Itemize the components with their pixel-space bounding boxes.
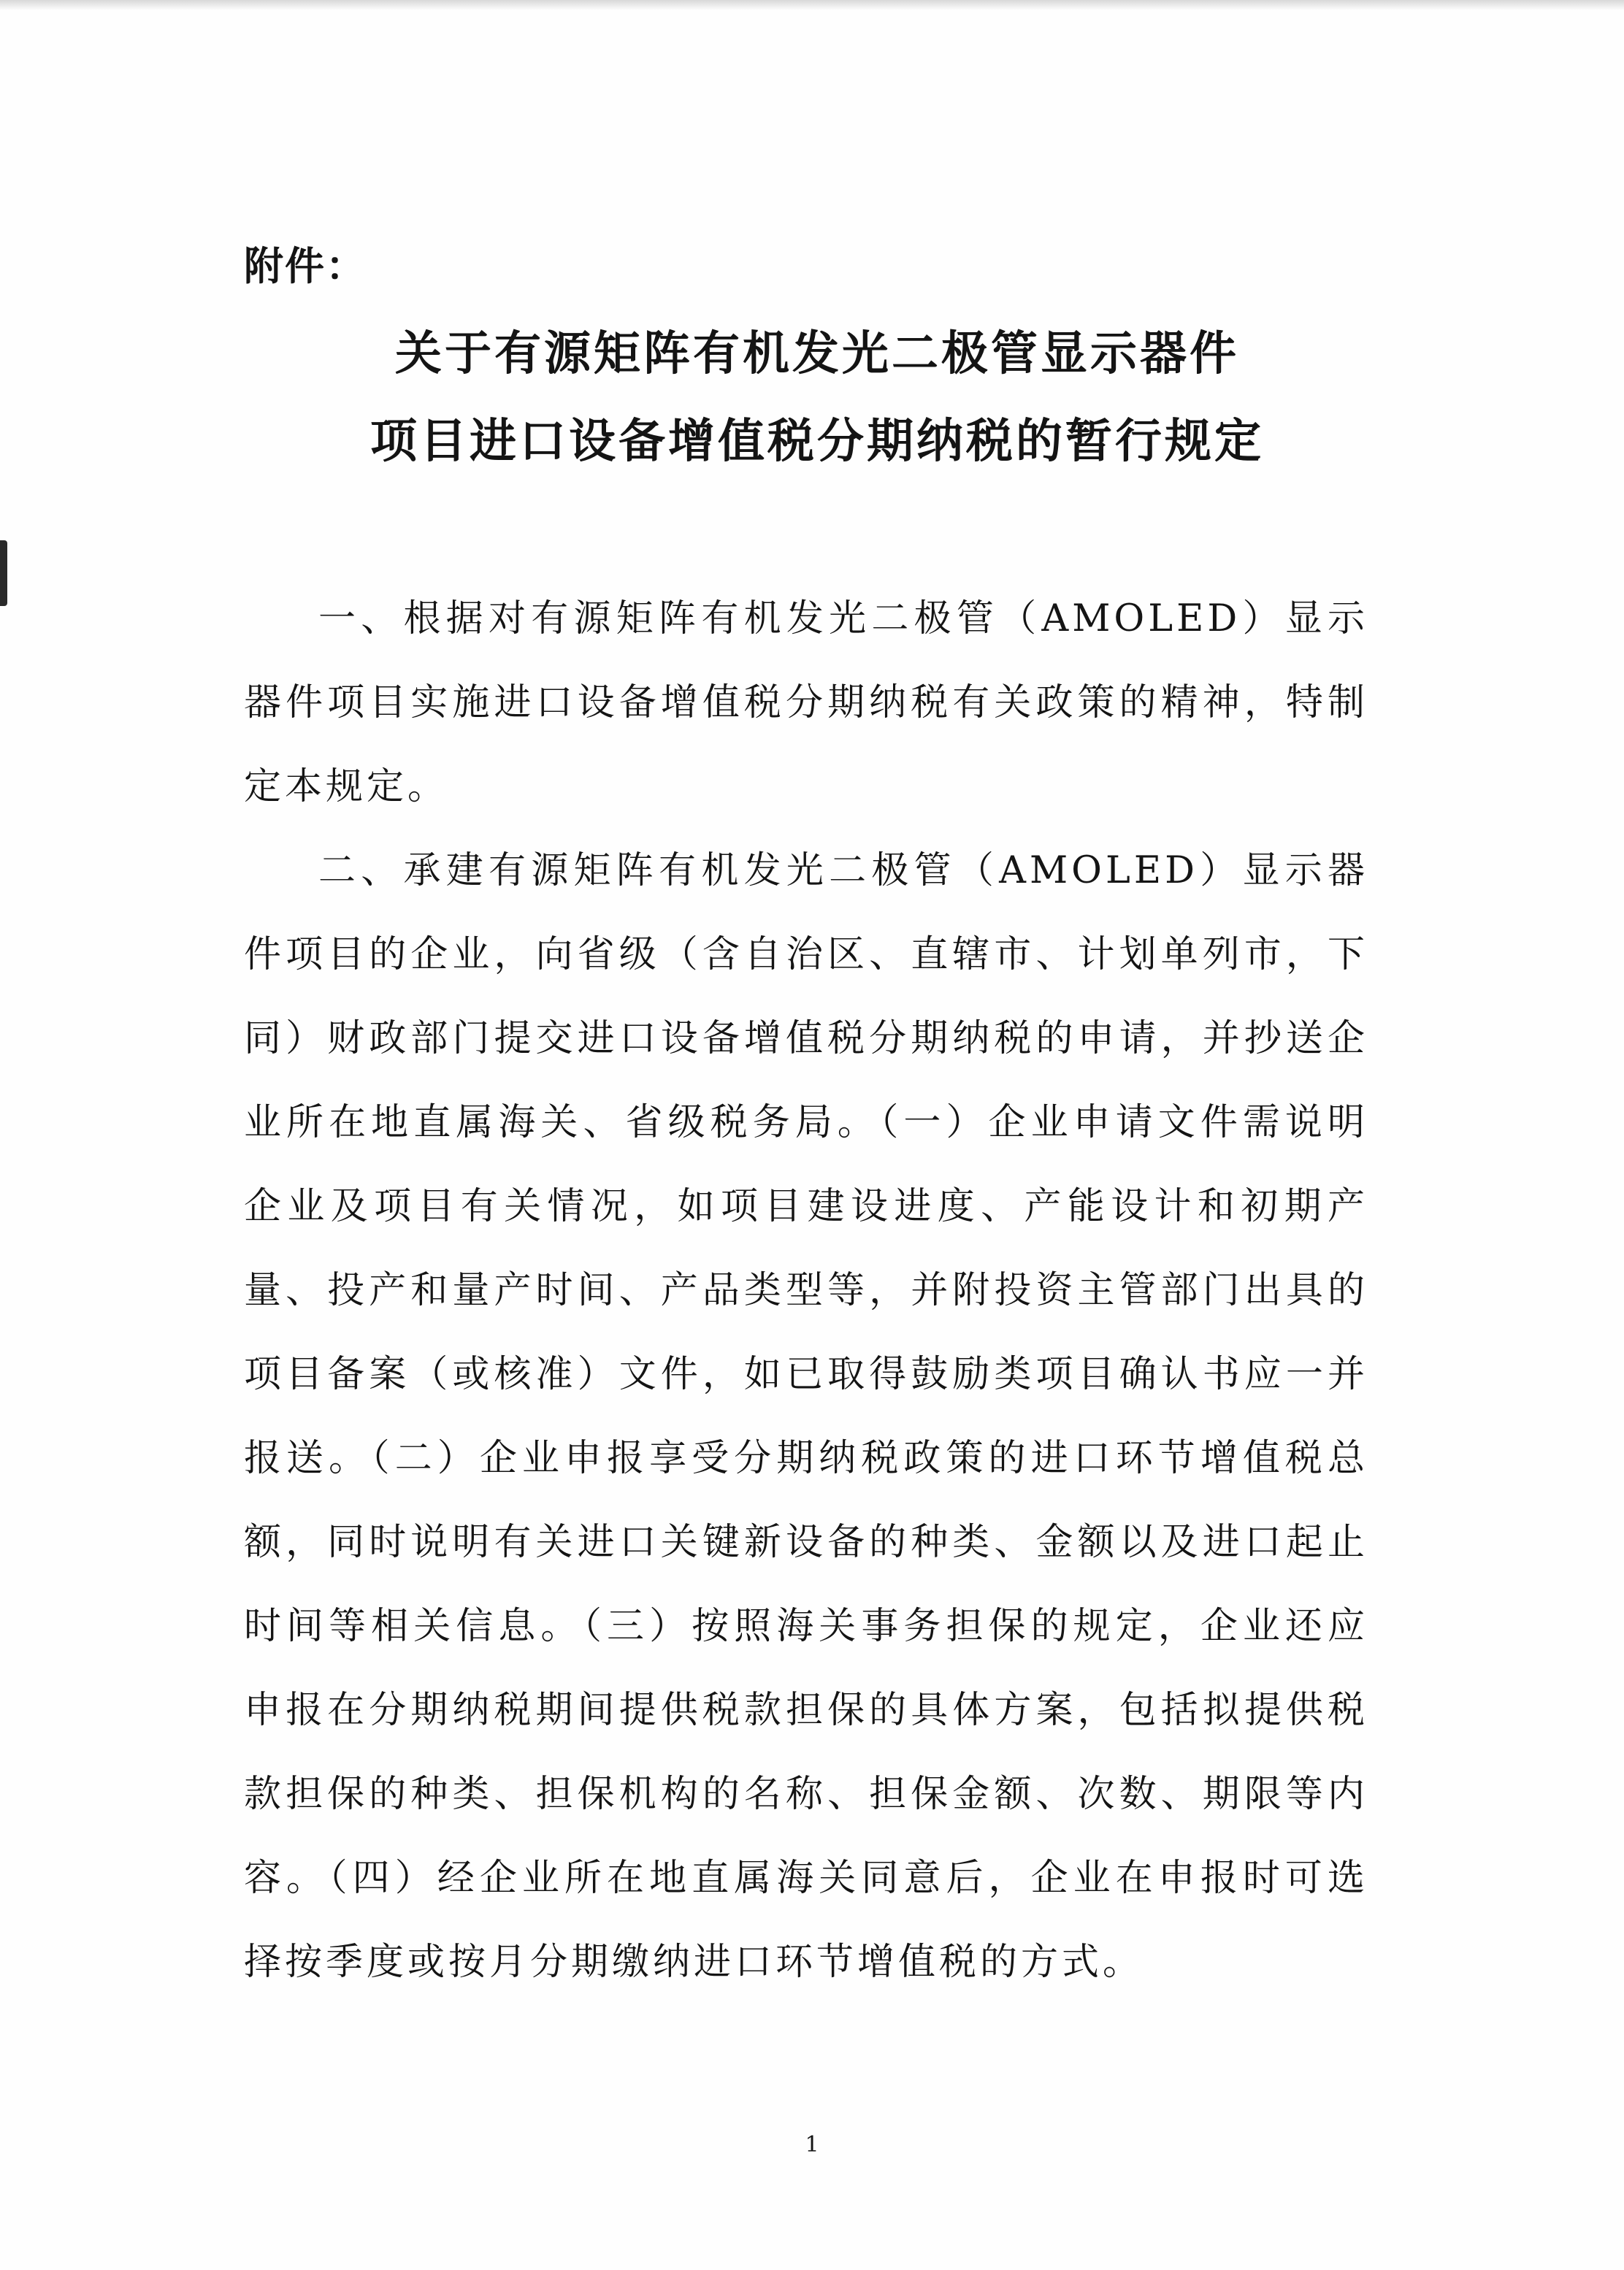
scan-edge-left: [0, 540, 7, 606]
document-body: [244, 577, 1368, 2004]
scan-edge-top: [0, 0, 1624, 10]
document-title-line-2: 项目进口设备增值税分期纳税的暂行规定: [370, 415, 1264, 469]
page-number: 1: [805, 2132, 819, 2158]
document-title-line-1: 关于有源矩阵有机发光二极管显示器件: [395, 327, 1239, 381]
paragraph-1: 一、根据对有源矩阵有机发光二极管（AMOLED）显示器件项目实施进口设备增值税分期纳税有关政策的精神，特制定本规定。: [244, 597, 1368, 808]
attachment-label: 附件：: [244, 243, 367, 289]
paragraph-2: 二、承建有源矩阵有机发光二极管（AMOLED）显示器件项目的企业，向省级（含自治区、直辖市、计划单列市，下同）财政部门提交进口设备增值税分期纳税的申请，并抄送企业所在地直属海关、省级税务局。（一）企业申请文件需说明企业及项目有关情况，如项目建设进度、产能设计和初期产量、投产和量产时间、产品类型等，并附投资主管部门出具的项目备案（或核准）文件，如已取得鼓励类项目确认书应一并报送。（二）企业申报享受分期纳税政策的进口环节增值税总额，同时说明有关进口关键新设备的种类、金额以及进口起止时间等相关信息。（三）按照海关事务担保的规定，企业还应申报在分期纳税期间提供税款担保的具体方案，包括拟提供税款担保的种类、担保机构的名称、担保金额、次数、期限等内容。（四）经企业所在地直属海关同意后，企业在申报时可选择按季度或按月分期缴纳进口环节增值税的方式。: [244, 849, 1368, 1984]
